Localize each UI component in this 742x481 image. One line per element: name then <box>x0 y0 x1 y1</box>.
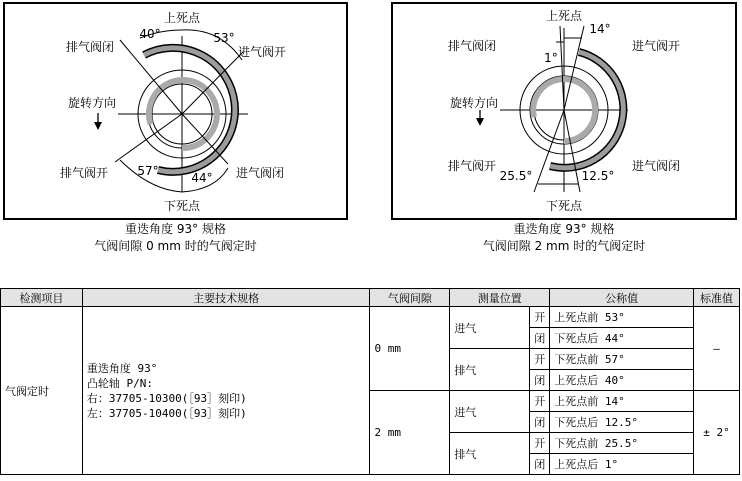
label-intake-open: 进气阀开 <box>237 45 287 59</box>
header-nominal: 公称值 <box>550 289 694 307</box>
cell-open: 开 <box>530 349 550 370</box>
cell-gap-0: 0 mm <box>370 307 450 391</box>
spec-line: 左：37705-10400(［93］刻印) <box>86 406 247 420</box>
angle-intake-close: 44° <box>191 171 213 185</box>
cell-intake: 进气 <box>450 307 530 349</box>
header-standard: 标准值 <box>694 289 740 307</box>
cell-close: 闭 <box>530 328 550 349</box>
valve-timing-spec-table <box>0 288 740 475</box>
caption-0mm <box>4 221 347 255</box>
cell-close: 闭 <box>530 370 550 391</box>
header-main-spec: 主要技术规格 <box>82 289 370 307</box>
label-bdc: 下死点 <box>545 199 583 213</box>
angle-exhaust-close: 1° <box>544 51 558 65</box>
cell-gap-2: 2 mm <box>370 391 450 475</box>
spec-line: 右：37705-10300(［93］刻印) <box>86 391 247 405</box>
cell-standard-0: – <box>694 307 740 391</box>
cell-exhaust: 排气 <box>450 433 530 475</box>
angle-intake-open: 14° <box>589 22 611 36</box>
rotation-arrow-icon <box>94 122 102 130</box>
label-rotation: 旋转方向 <box>449 96 499 110</box>
label-intake-close: 进气阀闭 <box>235 166 285 180</box>
angle-intake-open: 53° <box>213 31 235 45</box>
spec-line: 凸轮轴 P/N: <box>86 376 153 390</box>
cell-nominal: 下死点前 25.5° <box>550 433 694 454</box>
ray-exhaust-open <box>534 110 564 192</box>
intake-band-outer <box>144 48 235 172</box>
label-exhaust-open: 排气阀开 <box>59 166 109 180</box>
label-exhaust-open: 排气阀开 <box>447 159 497 173</box>
ray-intake-open <box>564 26 584 110</box>
cell-intake: 进气 <box>450 391 530 433</box>
cell-standard-2: ± 2° <box>694 391 740 475</box>
label-exhaust-close: 排气阀闭 <box>447 39 497 53</box>
valve-timing-diagram-0mm <box>0 0 350 225</box>
cell-nominal: 上死点前 14° <box>550 391 694 412</box>
cell-nominal: 下死点后 12.5° <box>550 412 694 433</box>
valve-timing-diagram-2mm <box>388 0 742 225</box>
caption-0mm-line1: 重迭角度 93° 规格 <box>125 222 226 236</box>
label-tdc: 上死点 <box>545 9 583 23</box>
cell-nominal: 上死点后 40° <box>550 370 694 391</box>
angle-exhaust-open: 25.5° <box>499 169 533 183</box>
cell-close: 闭 <box>530 412 550 433</box>
label-tdc: 上死点 <box>163 11 201 25</box>
label-bdc: 下死点 <box>163 199 201 213</box>
ray-exhaust-close <box>560 26 564 110</box>
label-rotation: 旋转方向 <box>67 96 117 110</box>
ray-intake-close <box>564 110 580 192</box>
header-measure-position: 测量位置 <box>450 289 550 307</box>
angle-exhaust-open: 57° <box>137 164 159 178</box>
label-exhaust-close: 排气阀闭 <box>65 40 115 54</box>
cell-item: 气阀定时 <box>1 307 83 475</box>
cell-close: 闭 <box>530 454 550 475</box>
cell-open: 开 <box>530 391 550 412</box>
ray-intake-close <box>182 114 228 164</box>
cell-nominal: 上死点前 53° <box>550 307 694 328</box>
caption-2mm-line1: 重迭角度 93° 规格 <box>513 222 615 236</box>
cell-exhaust: 排气 <box>450 349 530 391</box>
caption-0mm-line2: 气阀间隙 0 mm 时的气阀定时 <box>94 239 257 253</box>
rotation-arrow-icon <box>476 118 484 126</box>
label-intake-close: 进气阀闭 <box>631 159 681 173</box>
cell-spec <box>82 307 370 475</box>
cell-open: 开 <box>530 433 550 454</box>
diagram-frame <box>4 3 347 219</box>
label-intake-open: 进气阀开 <box>631 39 681 53</box>
spec-line: 重迭角度 93° <box>86 361 158 375</box>
table-header-row <box>1 289 740 307</box>
caption-2mm-line2: 气阀间隙 2 mm 时的气阀定时 <box>482 239 646 253</box>
caption-2mm <box>392 221 736 255</box>
cell-nominal: 下死点后 44° <box>550 328 694 349</box>
cell-nominal: 上死点后 1° <box>550 454 694 475</box>
cell-nominal: 下死点前 57° <box>550 349 694 370</box>
angle-exhaust-close: 40° <box>139 27 161 41</box>
angle-intake-close: 12.5° <box>581 169 615 183</box>
cell-open: 开 <box>530 307 550 328</box>
header-valve-gap: 气阀间隙 <box>370 289 450 307</box>
table-row <box>1 307 740 328</box>
header-inspection-item: 检测项目 <box>1 289 83 307</box>
